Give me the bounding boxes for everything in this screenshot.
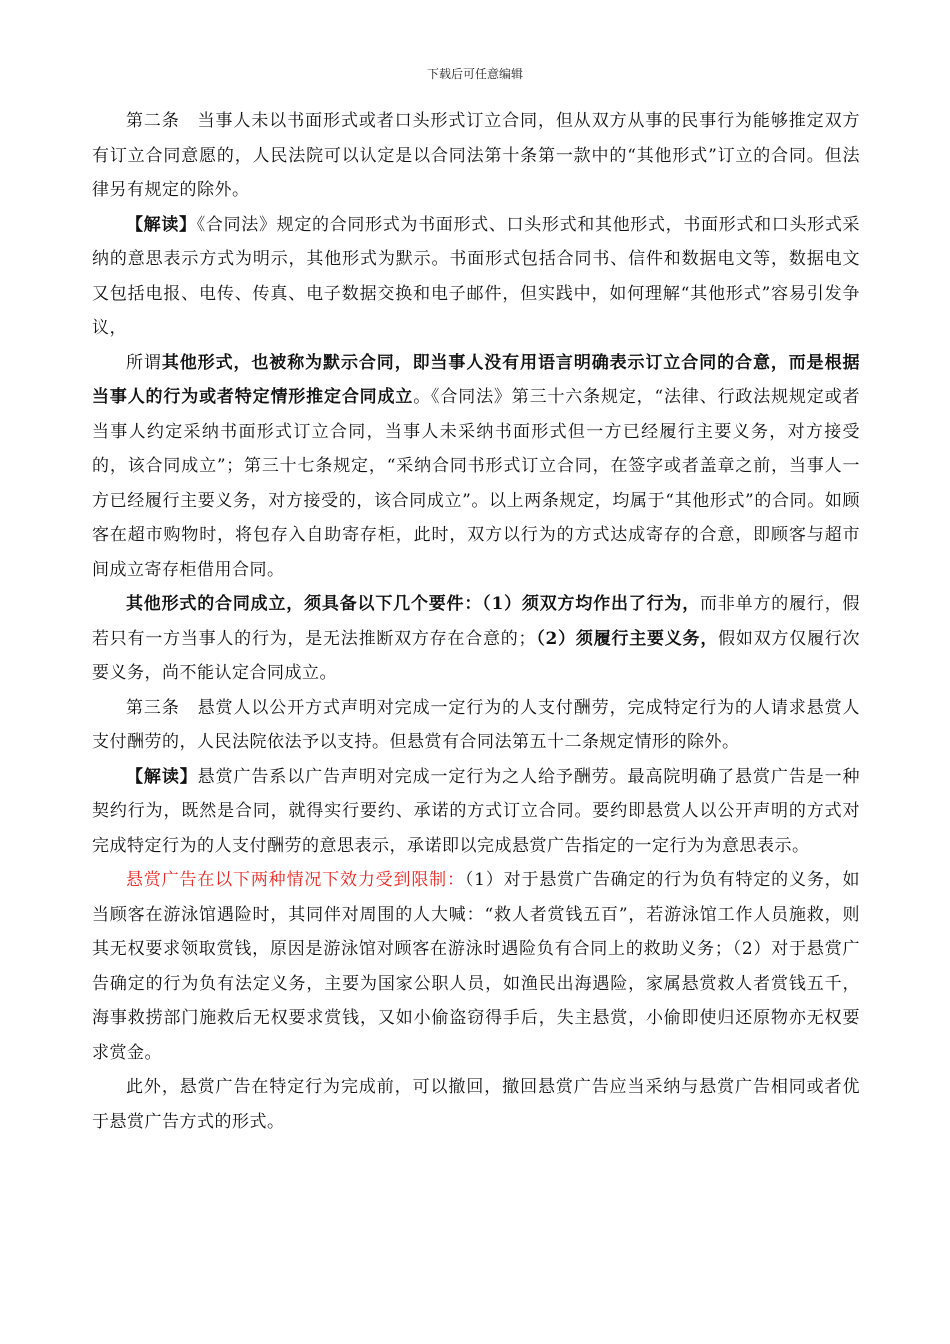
article-2-text: 第二条 当事人未以书面形式或者口头形式订立合同，但从双方从事的民事行为能够推定双方有订立合同意愿的，人民法院可以认定是以合同法第十条第一款中的“其他形式”订立的合同。但法律另有规定的除外。	[92, 111, 860, 200]
paragraph-revocation	[92, 1070, 860, 1139]
limitations-red-heading: 悬赏广告在以下两种情况下效力受到限制：	[126, 870, 465, 890]
requirements-bold-1: 其他形式的合同成立，须具备以下几个要件：（1）须双方均作出了行为，	[126, 594, 701, 614]
paragraph-limitations	[92, 863, 860, 1070]
page-header: 下载后可任意编辑	[426, 67, 523, 81]
interpretation-text: 《合同法》规定的合同形式为书面形式、口头形式和其他形式，书面形式和口头形式采纳的意思表示方式为明示，其他形式为默示。书面形式包括合同书、信件和数据电文等，数据电文又包括电报、电传、传真、电子数据交换和电子邮件，但实践中，如何理解“其他形式”容易引发争议，	[92, 214, 861, 338]
document-body	[92, 104, 860, 1139]
paragraph-other-forms	[92, 346, 860, 588]
requirements-text-1: 而非单方的履行，假若只有一方当事人的行为，是无法推断双方存在合意的；	[92, 594, 861, 649]
interpretation-text: 悬赏广告系以广告声明对完成一定行为之人给予酬劳。最高院明确了悬赏广告是一种契约行为，既然是合同，就得实行要约、承诺的方式订立合同。要约即悬赏人以公开声明的方式对完成特定行为的人支付酬劳的意思表示，承诺即以完成悬赏广告指定的一定行为为意思表示。	[92, 766, 861, 856]
other-forms-lead: 所谓	[126, 352, 162, 373]
paragraph-article-3	[92, 691, 860, 760]
paragraph-interpretation-2	[92, 760, 860, 864]
paragraph-requirements	[92, 587, 860, 691]
paragraph-article-2	[92, 104, 860, 208]
limitations-text: （1）对于悬赏广告确定的行为负有特定的义务，如当顾客在游泳馆遇险时，其同伴对周围的人大喊：“救人者赏钱五百”，若游泳馆工作人员施救，则其无权要求领取赏钱，原因是游泳馆对顾客在游泳时遇险负有合同上的救助义务；（2）对于悬赏广告确定的行为负有法定义务，主要为国家公职人员，如渔民出海遇险，家属悬赏救人者赏钱五千，海事救捞部门施救后无权要求赏钱，又如小偷盗窃得手后，失主悬赏，小偷即使归还原物亦无权要求赏金。	[92, 870, 860, 1063]
other-forms-bold: 其他形式，也被称为默示合同，即当事人没有用语言明确表示订立合同的合意，而是根据当事人的行为或者特定情形推定合同成立	[92, 352, 861, 407]
interpretation-label: 【解读】	[126, 214, 197, 235]
requirements-bold-2: （2）须履行主要义务，	[536, 628, 719, 649]
other-forms-rest: 。《合同法》第三十六条规定，“法律、行政法规规定或者当事人约定采纳书面形式订立合同，当事人未采纳书面形式但一方已经履行主要义务，对方接受的，该合同成立”；第三十七条规定，“采纳合同书形式订立合同，在签字或者盖章之前，当事人一方已经履行主要义务，对方接受的，该合同成立”。以上两条规定，均属于“其他形式”的合同。如顾客在超市购物时，将包存入自助寄存柜，此时，双方以行为的方式达成寄存的合意，即顾客与超市间成立寄存柜借用合同。	[92, 387, 860, 580]
requirements-text-2: 假如双方仅履行次要义务，尚不能认定合同成立。	[92, 628, 861, 683]
article-3-text: 第三条 悬赏人以公开方式声明对完成一定行为的人支付酬劳，完成特定行为的人请求悬赏人支付酬劳的，人民法院依法予以支持。但悬赏有合同法第五十二条规定情形的除外。	[92, 697, 860, 752]
revocation-text: 此外，悬赏广告在特定行为完成前，可以撤回，撤回悬赏广告应当采纳与悬赏广告相同或者优于悬赏广告方式的形式。	[92, 1077, 860, 1132]
interpretation-label: 【解读】	[126, 766, 198, 787]
paragraph-interpretation-1	[92, 208, 860, 346]
